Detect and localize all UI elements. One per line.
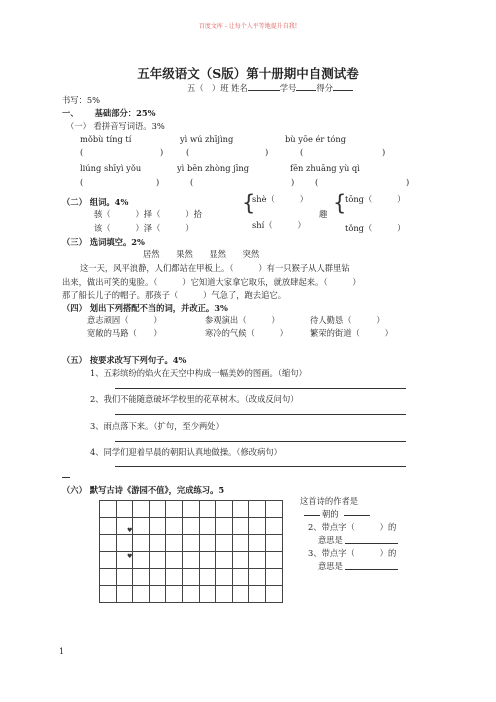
q4-item: 繁荣的街道（ ） [310, 328, 393, 338]
q2-tong1: tōng（ ） [345, 194, 406, 204]
q1-paren-close: ) [160, 147, 164, 157]
part1-num: 一、 [62, 108, 79, 118]
q1-paren-open: ( [80, 147, 84, 157]
header-banner: 百度文库 - 让每个人平等地提升自我! [198, 23, 298, 30]
q3-word-options: 居然 果然 显然 突然 [143, 249, 260, 259]
q1-paren-open: ( [80, 177, 84, 187]
q1-paren-close: ) [291, 177, 295, 187]
q6-answer-1: 这首诗的作者是 [300, 496, 359, 506]
page-title: 五年级语文（S版）第十册期中自测试卷 [137, 66, 359, 81]
q1-paren-open: ( [300, 147, 304, 157]
q6-answer-2b: 意思是 [318, 535, 343, 545]
q4-item: 参观演出（ ） [205, 315, 280, 325]
part1-title: 基础部分：25% [94, 108, 156, 118]
q6-answer-3b: 意思是 [318, 561, 343, 571]
q3-paragraph-line1: 这一天，风平浪静，人们都站在甲板上。（ ）有一只猴子从人群里钻 [80, 263, 350, 273]
q2-title: （二） 组词。4% [62, 197, 129, 207]
q5-title: （五） 按要求改写下列句子。4% [62, 355, 187, 365]
q2-she: shè（ ） [252, 194, 308, 204]
q2-shi: shí（ ） [252, 220, 306, 230]
name-blank[interactable] [248, 82, 280, 91]
dot-mark-icon: ♥ [127, 553, 133, 560]
q4-item: 意志顽固（ ） [87, 315, 162, 325]
q1-paren-open: ( [190, 177, 194, 187]
answer-line[interactable] [115, 388, 406, 389]
brace-icon: { [333, 191, 347, 215]
answer-line[interactable] [115, 466, 406, 467]
part1-heading [62, 107, 156, 119]
q4-item: 宽敞的马路（ ） [87, 328, 162, 338]
q1-pinyin-2: yì wú zhījìng [180, 134, 234, 144]
poem-writing-grid[interactable] [99, 500, 283, 603]
q4-item: 寒冷的气候（ ） [205, 328, 288, 338]
q1-pinyin-3: bù yōe ér tóng [285, 134, 347, 144]
q6-answer-1b: 朝的 [322, 509, 339, 519]
q6-answer-3: 3、带点字（ ）的 [308, 548, 397, 558]
writing-score: 书写：5% [62, 95, 101, 105]
q1-title: （一） 看拼音写词语。3% [66, 121, 165, 131]
xuehao-blank[interactable] [296, 82, 316, 91]
xuehao-label: 学号 [279, 83, 297, 93]
q4-title: （四） 划出下列搭配不当的词，并改正。3% [62, 303, 228, 313]
q6-title: （六） 默写古诗《游园不值》，完成练习。5 [62, 485, 225, 495]
answer-line[interactable] [115, 414, 406, 415]
q2-left-row1: 骇（ ）择（ ）拾 [94, 209, 202, 219]
answer-blank[interactable] [344, 515, 370, 516]
score-label: 得分 [316, 83, 333, 93]
q2-tong2: tǒng（ ） [345, 223, 406, 233]
q6-answer-2: 2、带点字（ ）的 [308, 522, 397, 532]
page-number: 1 [59, 647, 65, 656]
q1-paren-close: ) [382, 147, 386, 157]
q1-paren-open: ( [315, 177, 319, 187]
student-info [187, 82, 353, 94]
q1-paren-open: ( [186, 147, 190, 157]
q1-pinyin-1: mǒbù tíng tí [80, 134, 132, 144]
q5-item-2: 2、我们不能随意破坏学校里的花草树木。（改成反问句） [90, 394, 299, 404]
q2-left-row2: 该（ ）泽（ ） [94, 223, 194, 233]
q1-pinyin-4: liúng shīyì yǒu [80, 163, 142, 173]
q2-qu: 趣 [319, 209, 328, 219]
q3-title: （三） 选词填空。2% [62, 237, 145, 247]
answer-blank[interactable] [304, 515, 320, 516]
brace-icon: { [242, 191, 256, 215]
short-rule [62, 477, 70, 478]
q5-item-4: 4、同学们迎着早晨的朝阳认真地做操。（修改病句） [90, 447, 282, 457]
q3-paragraph-line3: 那了船长儿子的帽子。那孩子（ ）气急了，跑去追它。 [62, 290, 287, 300]
score-blank[interactable] [333, 82, 353, 91]
q1-paren-close: ) [265, 147, 269, 157]
q1-pinyin-5: yì bēn zhòng jīng [177, 163, 250, 173]
answer-blank[interactable] [345, 543, 398, 544]
q1-pinyin-6: fēn zhuāng yù qì [290, 163, 360, 173]
q1-paren-close: ) [406, 177, 410, 187]
answer-blank[interactable] [345, 569, 398, 570]
q5-item-1: 1、五彩缤纷的焰火在天空中构成一幅美妙的图画。（缩句） [90, 368, 307, 378]
dot-mark-icon: ♥ [127, 527, 133, 534]
q1-paren-close: ) [156, 177, 160, 187]
class-name-label: 五（ ）班 姓名 [187, 83, 248, 93]
q4-item: 待人勤恳（ ） [310, 315, 385, 325]
q3-paragraph-line2: 出来，做出可笑的鬼脸。（ ）它知道大家拿它取乐，就放肆起来。（ ） [62, 277, 361, 287]
q5-item-3: 3、雨点落下来。（扩句，至少两处） [90, 421, 224, 431]
answer-line[interactable] [115, 441, 406, 442]
